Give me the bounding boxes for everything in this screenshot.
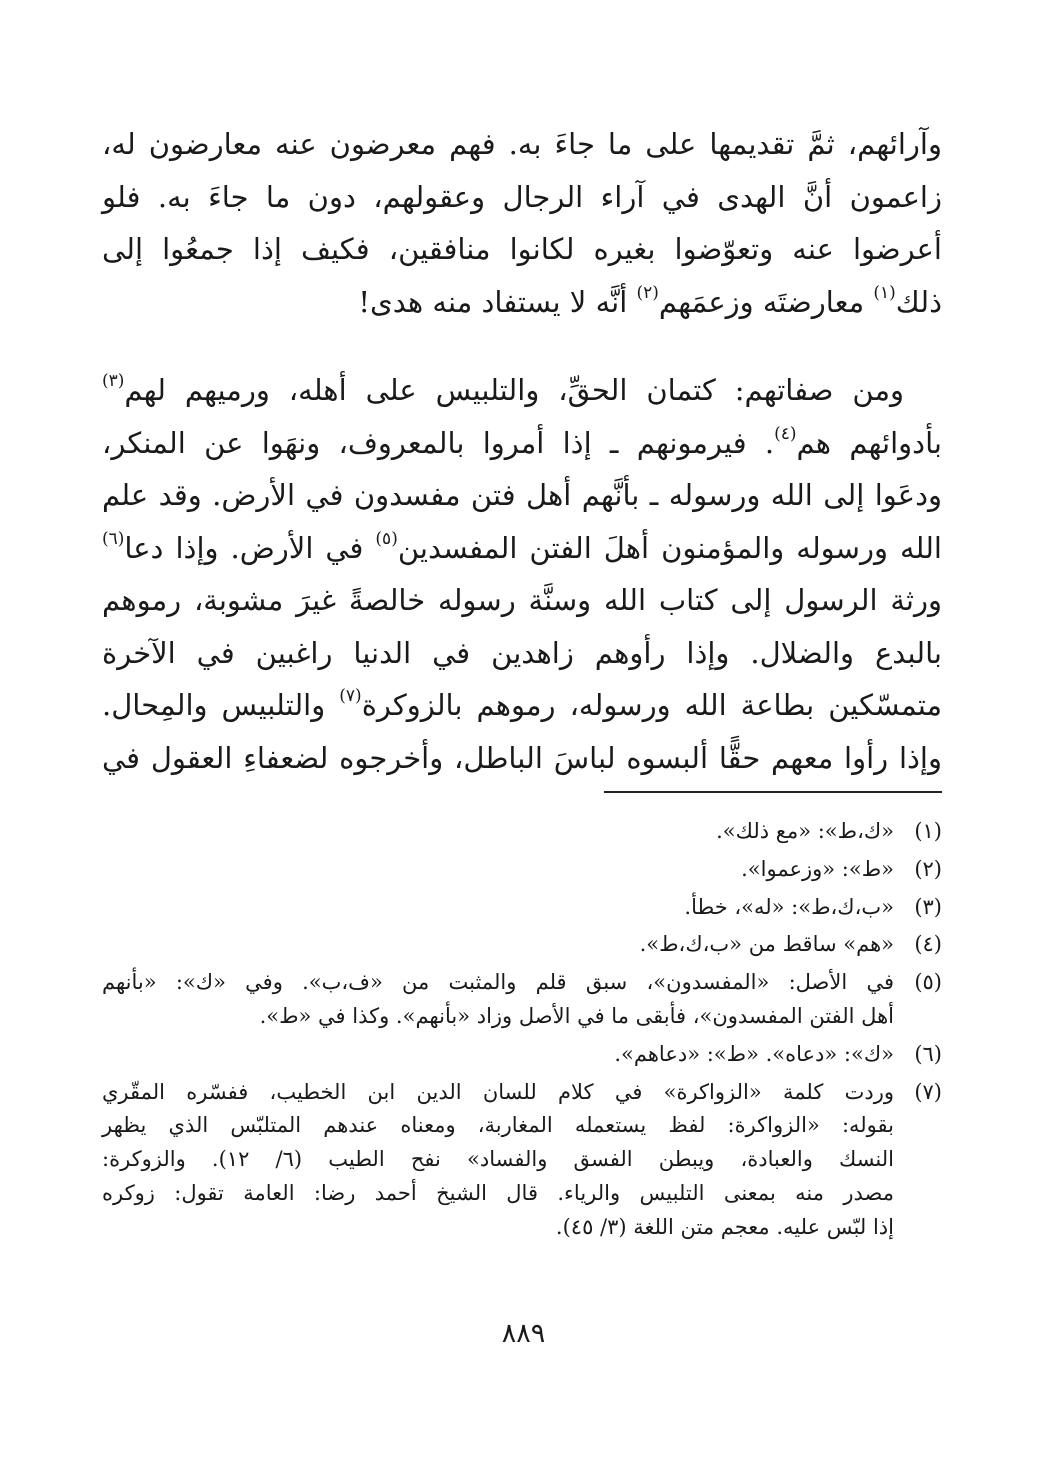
footnote-line: «ك»: «دعاه». «ط»: «دعاهم». — [614, 1041, 894, 1066]
footnote-ref: (٧) — [339, 686, 362, 706]
paragraph-2 — [102, 364, 942, 784]
text-line — [102, 417, 942, 470]
footnote-number: (٣) — [914, 894, 942, 919]
footnote-separator — [604, 791, 942, 793]
footnote-number: (٧) — [914, 1079, 942, 1104]
text-segment: والتلبيس والمِحال. — [102, 688, 340, 722]
text-line — [102, 276, 942, 329]
paragraph-gap — [102, 328, 942, 364]
footnote-number: (٤) — [914, 932, 942, 957]
footnote — [102, 1038, 942, 1072]
footnote-ref: (٥) — [375, 528, 398, 549]
footnote-number: (١) — [914, 819, 942, 843]
footnote-text — [102, 1076, 894, 1245]
text-segment: ذلك — [895, 284, 942, 319]
footnote — [102, 966, 942, 1034]
footnote — [102, 1076, 942, 1245]
footnote-ref: (٤) — [774, 423, 797, 444]
footnote-ref: (٢) — [636, 282, 659, 303]
footnote — [102, 928, 942, 962]
footnote-line: أهل الفتن المفسدون»، فأبقى ما في الأصل وزاد «بأنهم». وكذا في «ط». — [259, 1003, 894, 1028]
footnote-line: في الأصل: «المفسدون»، سبق قلم والمثبت من «ف،ب». وفي «ك»: «بأنهم — [102, 970, 894, 995]
text-line — [102, 522, 942, 575]
text-segment: ومن صفاتهم: كتمان الحقِّ، والتلبيس على أهله، ورميهم لهم — [124, 373, 904, 407]
text-line: ودعَوا إلى الله ورسوله ـ بأنَّهم أهل فتن مفسدون في الأرض. وقد علم — [102, 478, 942, 512]
text-segment: الله ورسوله والمؤمنون أهلَ الفتن المفسدين — [397, 530, 942, 565]
footnote-line: «هم» ساقط من «ب،ك،ط». — [639, 932, 894, 957]
footnote-line: «ك،ط»: «مع ذلك». — [716, 819, 894, 843]
text-line: ورثة الرسول إلى كتاب الله وسنَّة رسوله خالصةً غيرَ مشوبة، رموهم — [102, 583, 942, 617]
footnote-ref: (٦) — [102, 528, 125, 549]
footnote-text — [102, 891, 894, 925]
main-text — [102, 118, 942, 784]
footnote-text — [102, 1038, 894, 1072]
text-line: وإذا رأوا معهم حقًّا ألبسوه لباسَ الباطل، وأخرجوه لضعفاءِ العقول في — [102, 740, 942, 775]
footnote — [102, 853, 942, 887]
text-segment: في الأرض. وإذا دعا — [124, 530, 376, 565]
footnote-text — [102, 853, 894, 887]
footnotes — [102, 815, 942, 1249]
text-line: أعرضوا عنه وتعوّضوا بغيره لكانوا منافقين، فكيف إذا جمعُوا إلى — [102, 232, 942, 266]
text-line: بالبدع والضلال. وإذا رأوهم زاهدين في الدنيا راغبين في الآخرة — [102, 635, 942, 670]
footnote-ref: (١) — [873, 282, 896, 303]
footnote-text — [102, 966, 894, 1034]
footnote-line: «ب،ك،ط»: «له»، خطأ. — [684, 894, 894, 919]
text-line — [102, 364, 942, 417]
page-number: ٨٨٩ — [501, 1318, 546, 1349]
text-segment: بأدوائهم هم — [796, 425, 942, 460]
footnote-line: بقوله: «الزواكرة: لفظ يستعمله المغاربة، ومعناه عندهم المتلبّس الذي يظهر — [102, 1113, 894, 1138]
footnote-line: «ط»: «وزعموا». — [741, 856, 894, 881]
text-line: زاعمون أنَّ الهدى في آراء الرجال وعقولهم، دون ما جاءَ به. فلو — [102, 179, 942, 214]
footnote — [102, 815, 942, 849]
footnote-line: وردت كلمة «الزواكرة» في كلام للسان الدين ابن الخطيب، ففسّره المقّري — [102, 1079, 894, 1104]
footnote-text — [102, 815, 894, 849]
footnote-ref: (٣) — [102, 371, 125, 391]
text-line — [102, 679, 942, 732]
text-segment: معارضتَه وزعمَهم — [658, 284, 874, 319]
text-segment: أنَّه لا يستفاد منه هدى! — [358, 284, 637, 319]
footnote-line: إذا لبّس عليه. معجم متن اللغة (٣/ ٤٥). — [555, 1214, 894, 1239]
footnote — [102, 891, 942, 925]
paragraph-1 — [102, 118, 942, 328]
footnote-line: مصدر منه بمعنى التلبيس والرياء. قال الشيخ أحمد رضا: العامة تقول: زوكره — [102, 1180, 894, 1205]
text-line: وآرائهم، ثمَّ تقديمها على ما جاءَ به. فهم معرضون عنه معارضون له، — [102, 127, 942, 161]
footnote-line: النسك والعبادة، ويبطن الفسق والفساد» نفح الطيب (٦/ ١٢). والزوكرة: — [102, 1147, 894, 1172]
footnote-number: (٢) — [914, 856, 942, 881]
text-segment: متمسّكين بطاعة الله ورسوله، رموهم بالزوكرة — [361, 688, 942, 722]
footnote-number: (٥) — [914, 970, 942, 995]
footnote-number: (٦) — [914, 1041, 942, 1066]
footnote-text — [102, 928, 894, 962]
text-segment: . فيرمونهم ـ إذا أمروا بالمعروف، ونهَوا عن المنكر، — [102, 425, 775, 460]
